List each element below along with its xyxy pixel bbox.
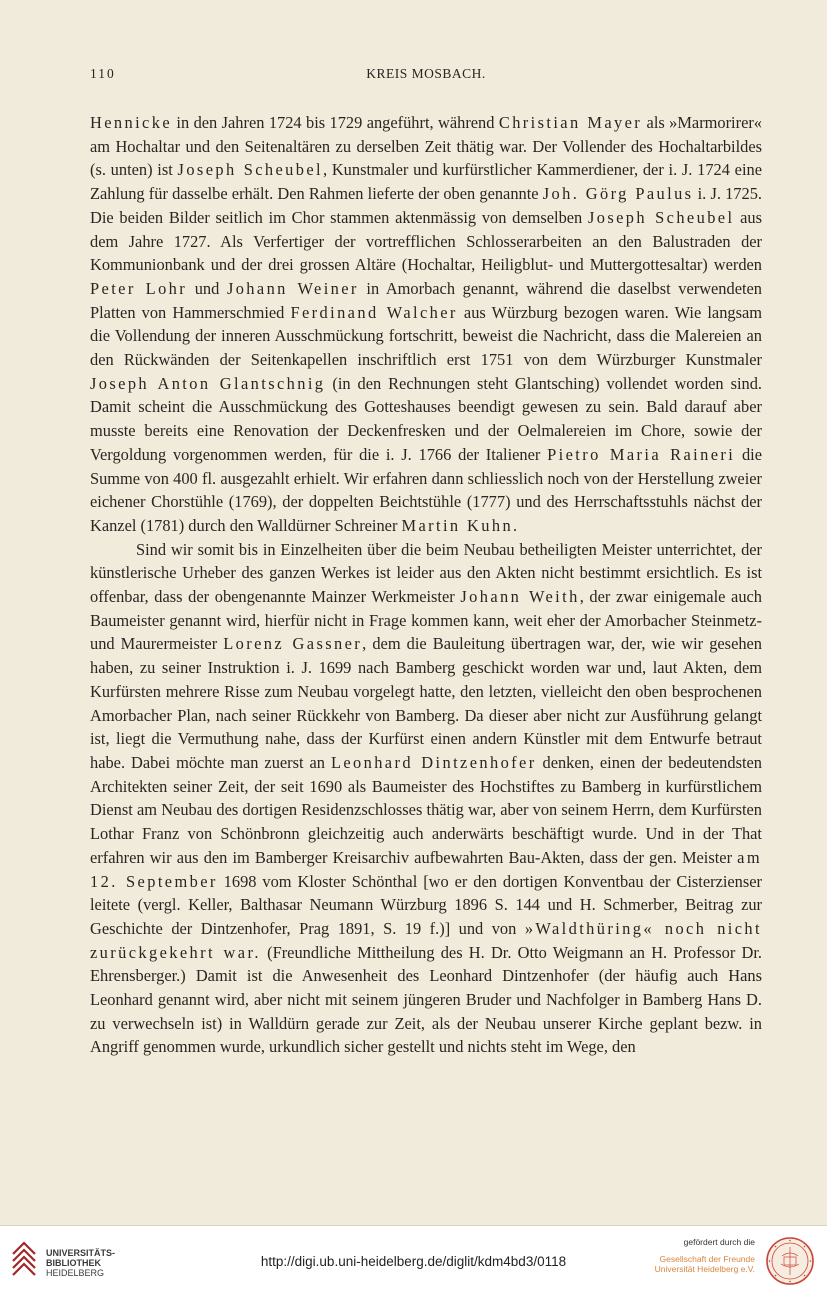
body-text bbox=[90, 111, 762, 1059]
library-name-line: HEIDELBERG bbox=[46, 1268, 105, 1278]
text-run: Sind wir somit bis in Einzelheiten über die beim Neubau betheiligten Meister unterrichtet, der künstlerische Urheber des ganzen Werkes ist leider aus den Akten nicht bestimmt ersichtlich. Es ist offenbar, dass der obengenannte Mainzer Werkmeister bbox=[90, 539, 762, 607]
text-run: 1698 vom Kloster Schönthal [wo er den dortigen Konventbau der Cisterzienser leitete (vergl. Keller, Balthasar Neumann Würzburg 1896 S. 144 und H. Schmerber, Beitrag zur Geschichte der Dintzenhofer, Prag 1891, S. 19 f.)] und von bbox=[90, 871, 762, 938]
spaced-name: Hennicke bbox=[90, 113, 173, 132]
spaced-name: Johann Weiner bbox=[226, 278, 359, 298]
text-run: und bbox=[187, 278, 227, 298]
sponsor-org-line: Universität Heidelberg e.V. bbox=[654, 1264, 755, 1274]
text-run: in Amorbach genannt, während die daselbst verwendeten Platten von Hammerschmied bbox=[90, 278, 762, 322]
text-run: aus Würzburg bezogen waren. Wie langsam die Vollendung der inneren Ausschmückung fortschritt, beweist die Nachricht, dass die Malereien an den Rückwänden der Seitenkapellen inschriftlich erst 1751 von dem Würzburger Kunstmaler bbox=[90, 302, 763, 370]
text-run: die Summe von 400 fl. ausgezahlt erhielt. Wir erfahren dann schliesslich noch von der Herstellung zweier eichener Chorstühle (1769), der doppelten Beichtstühle (1777) und des Herrschaftsstuhls nächst der Kanzel (1781) durch den Walldürner Schreiner bbox=[90, 444, 763, 535]
page-header bbox=[90, 66, 762, 88]
spaced-name: Peter Lohr bbox=[90, 278, 188, 298]
text-run: , dem die Bauleitung übertragen war, der, wie wir gesehen haben, zu seiner Instruktion i. J. 1699 nach Bamberg geschickt worden war und, laut Akten, dem Kurfürsten mehrere Risse zum Neubau vorgelegt hatte, den letzten, vielleicht den oben besprochenen Amorbacher Plan, nach seiner Rückkehr von Bamberg. Da dieser aber nicht zur Ausführung gelangt ist, liegt die Vermuthung nahe, dass der Kurfürst einen andern Künstler mit dem Entwurfe betraut habe. Dabei möchte man zuerst an bbox=[90, 634, 763, 772]
spaced-name: Joh. Görg Paulus bbox=[542, 184, 694, 204]
spaced-name: Joseph Anton Glantschnig bbox=[90, 373, 326, 393]
text-run: denken, einen der bedeutendsten Architekten seiner Zeit, der seit 1690 als Baumeister des Hochstiftes zu Bamberg in kurfürstlichem Dienst am Neubau des dortigen Residenzschlosses thätig war, aber von seinem Herrn, dem Kurfürsten Lothar Franz von Schönbronn gleichzeitig auch anderwärts beschäftigt wurde. Und in der That erfahren wir aus den im Bamberger Kreisarchiv aufbewahrten Bau-Akten, dass der gen. Meister bbox=[90, 752, 762, 867]
text-run: (Freundliche Mittheilung des H. Dr. Otto Weigmann an H. Professor Dr. Ehrensberger.) Damit ist die Anwesenheit des Leonhard Dintzenhofer (der häufig auch Hans Leonhard genannt wird, aber nicht mit seinem jüngeren Bruder und Nachfolger in Bamberg Hans D. zu verwechseln ist) in Walldürn gerade zur Zeit, als der Neubau unserer Kirche geplant bezw. in Angriff genommen wurde, urkundlich sicher gestellt und nichts steht im Wege, den bbox=[90, 942, 762, 1057]
text-run: aus dem Jahre 1727. Als Verfertiger der vortrefflichen Schlosserarbeiten an den Balustraden der Kommunionbank und der drei grossen Altäre (Hochaltar, Heiligblut- und Muttergottesaltar) werden bbox=[90, 207, 763, 275]
footer-bar bbox=[0, 1225, 827, 1294]
spaced-name: Johann Weith bbox=[460, 587, 580, 607]
spaced-name: Christian Mayer bbox=[498, 113, 643, 132]
university-seal-icon[interactable] bbox=[765, 1236, 815, 1286]
paragraph-1 bbox=[90, 111, 762, 538]
permalink-url[interactable]: http://digi.ub.uni-heidelberg.de/diglit/kdm4bd3/0118 bbox=[260, 1254, 567, 1269]
text-run: als »Marmorirer« am Hochaltar und den Seitenaltären zu derselben Zeit thätig war. Der Vollender des Hochaltarbildes (s. unten) ist bbox=[90, 113, 762, 180]
spaced-name: am 12. September bbox=[90, 847, 762, 891]
library-name-line: BIBLIOTHEK bbox=[46, 1258, 101, 1268]
spaced-name: Leonhard Dintzenhofer bbox=[330, 752, 537, 772]
text-run: in den Jahren 1724 bis 1729 angeführt, während bbox=[172, 113, 499, 132]
running-title: KREIS MOSBACH. bbox=[366, 66, 486, 81]
spaced-name: Joseph Scheubel bbox=[177, 160, 323, 180]
spaced-name: Ferdinand Walcher bbox=[290, 302, 458, 322]
sponsor-org-line: Gesellschaft der Freunde bbox=[659, 1253, 755, 1264]
text-run: , der zwar einigemale auch Baumeister genannt wird, hierfür nicht in Frage kommen kann, weit eher der Amorbacher Steinmetz- und Maurermeister bbox=[90, 587, 762, 654]
text-run: i. J. 1725. Die beiden Bilder seitlich im Chor stammen aktenmässig von demselben bbox=[90, 184, 762, 227]
paragraph-2 bbox=[90, 538, 762, 1059]
sponsor-credit bbox=[655, 1237, 755, 1275]
spaced-name: Martin Kuhn bbox=[401, 515, 514, 535]
spaced-name: »Waldthüring« noch nicht zurückgekehrt war. bbox=[90, 918, 762, 962]
text-run: (in den Rechnungen steht Glantsching) vollendet worden sind. Damit scheint die Ausschmückung des Gotteshauses beendigt gewesen zu sein. Bald darauf aber musste bereits eine Renovation der Deckenfresken und der Oelmalereien im Chore, sowie der Vergoldung vorgenommen werden, für die i. J. 1766 der Italiener bbox=[90, 373, 762, 464]
library-name-line: UNIVERSITÄTS- bbox=[46, 1248, 116, 1258]
sponsor-label: gefördert durch die bbox=[683, 1237, 755, 1247]
spaced-name: Lorenz Gassner bbox=[223, 634, 363, 654]
spaced-name: Joseph Scheubel bbox=[587, 207, 735, 227]
text-run: , Kunstmaler und kurfürstlicher Kammerdiener, der i. J. 1724 eine Zahlung für dasselbe erhält. Den Rahmen lieferte der oben genannte bbox=[90, 160, 762, 204]
page-number: 110 bbox=[90, 66, 116, 81]
text-run: . bbox=[513, 515, 518, 535]
spaced-name: Pietro Maria Raineri bbox=[547, 444, 736, 464]
